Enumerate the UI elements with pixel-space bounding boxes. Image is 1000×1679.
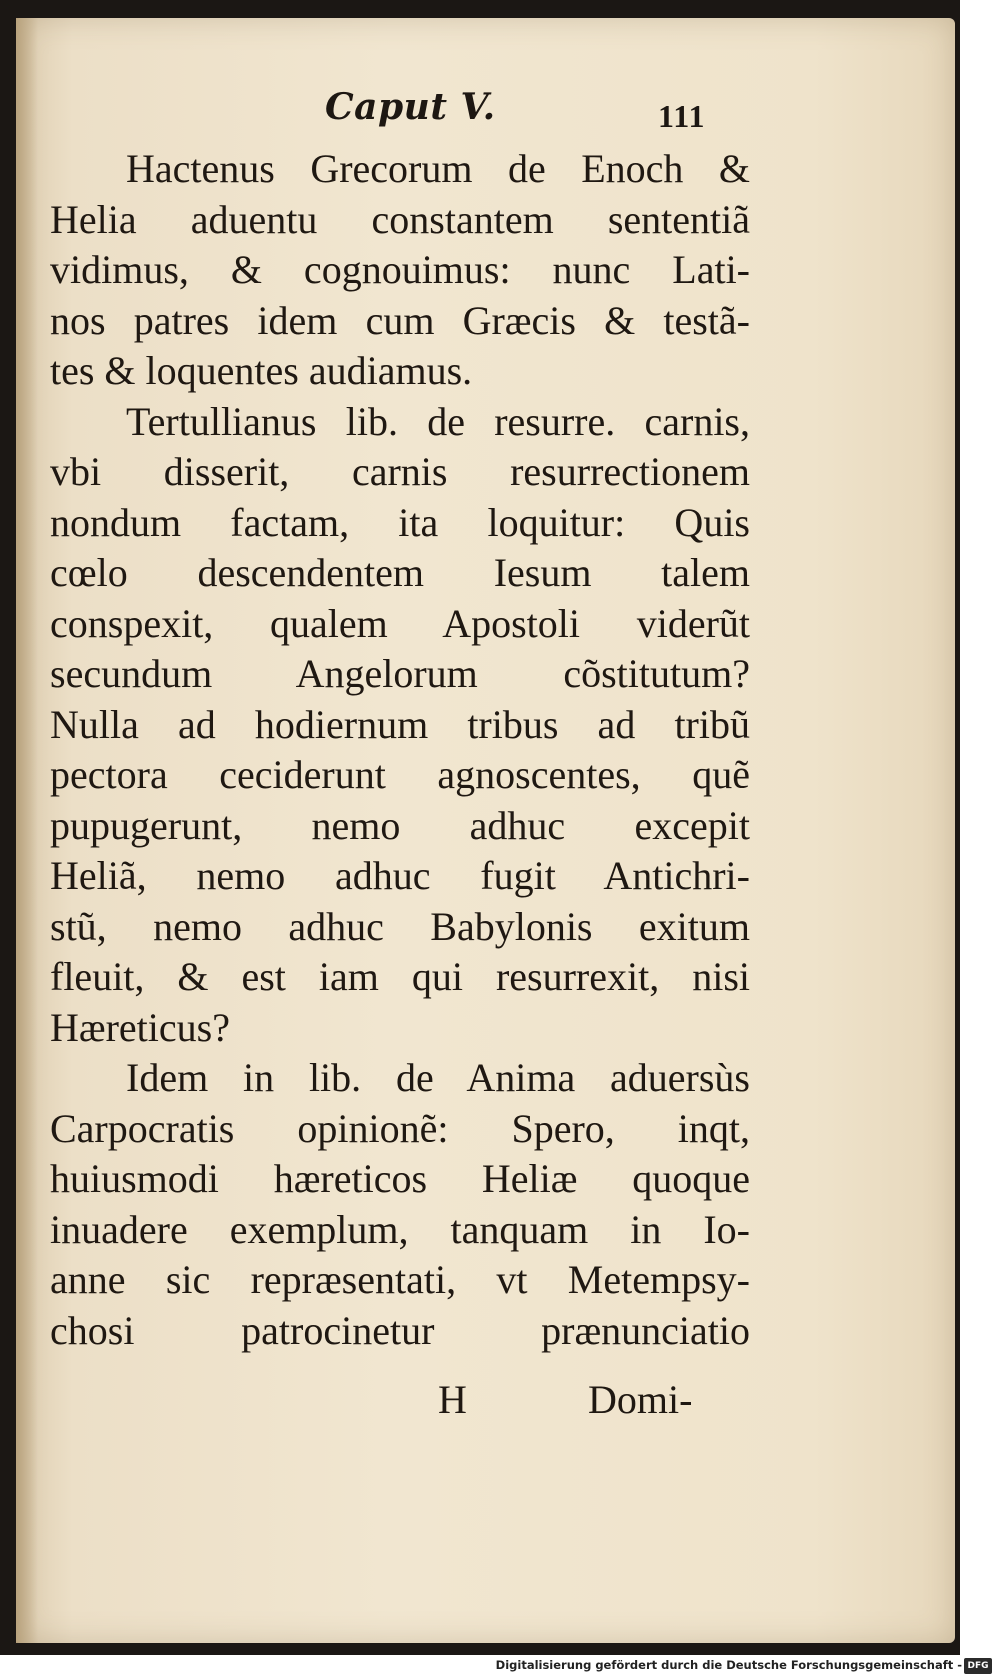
text-line: Idem in lib. de Anima aduersùs	[126, 1055, 750, 1100]
dfg-logo-icon: DFG	[964, 1658, 992, 1674]
text-line: secundum Angelorum cõstitutum?	[50, 651, 750, 696]
text-line: anne sic repræsentati, vt Metempsy-	[50, 1257, 750, 1302]
funding-credit: Digitalisierung gefördert durch die Deutsche Forschungsgemeinschaft -	[495, 1658, 962, 1672]
text-line: Hæreticus?	[50, 1004, 230, 1050]
text-line: stũ, nemo adhuc Babylonis exitum	[50, 903, 750, 949]
signature-mark: H	[438, 1377, 467, 1422]
text-line: Carpocratis opinionẽ: Spero, inqt,	[50, 1105, 750, 1151]
text-line: huiusmodi hæreticos Heliæ quoque	[50, 1156, 750, 1201]
text-line: Nulla ad hodiernum tribus ad tribũ	[50, 701, 750, 747]
text-line: Helia aduentu constantem sententiã	[50, 196, 750, 242]
text-line: vidimus, & cognouimus: nunc Lati-	[50, 247, 750, 292]
catchword: Domi-	[588, 1377, 693, 1422]
text-line: fleuit, & est iam qui resurrexit, nisi	[50, 954, 750, 999]
text-line: cœlo descendentem Iesum talem	[50, 550, 750, 595]
text-line: Tertullianus lib. de resurre. carnis,	[126, 398, 750, 444]
text-line: conspexit, qualem Apostoli viderũt	[50, 600, 750, 646]
text-line: nos patres idem cum Græcis & testã-	[50, 297, 750, 343]
text-line: vbi disserit, carnis resurrectionem	[50, 449, 750, 494]
text-line: nondum factam, ita loquitur: Quis	[50, 499, 750, 545]
text-line: chosi patrocinetur prænunciatio	[50, 1307, 750, 1353]
running-head: Caput V.	[325, 86, 496, 128]
body-text	[50, 144, 750, 1356]
text-line: Heliã, nemo adhuc fugit Antichri-	[50, 853, 750, 898]
text-line: tes & loquentes audiamus.	[50, 348, 473, 393]
page-number: 111	[658, 98, 706, 134]
text-line: pupugerunt, nemo adhuc excepit	[50, 802, 750, 848]
text-line: pectora ceciderunt agnoscentes, quẽ	[50, 752, 750, 797]
footer-bar	[0, 1655, 1000, 1679]
page-gutter-shadow	[16, 18, 38, 1643]
text-line: inuadere exemplum, tanquam in Io-	[50, 1206, 750, 1252]
text-line: Hactenus Grecorum de Enoch &	[126, 146, 750, 191]
